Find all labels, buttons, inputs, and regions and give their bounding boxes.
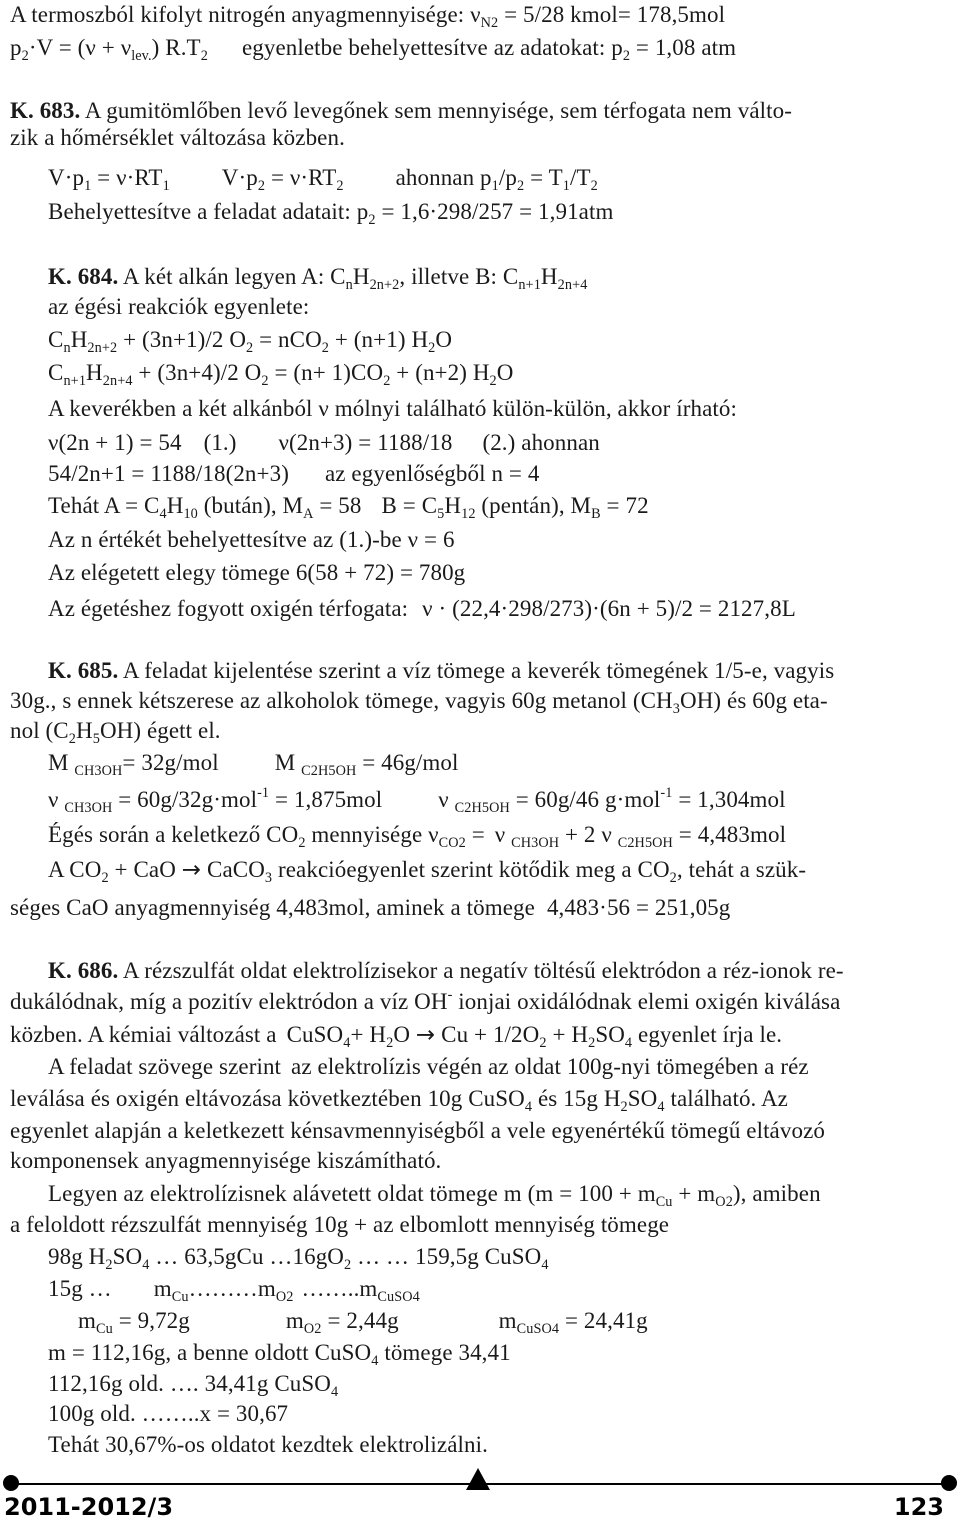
footer-triangle-icon	[466, 1468, 490, 1490]
text-line: Az elégetett elegy tömege 6(58 + 72) = 780g	[48, 560, 466, 585]
text-line: leválása és oxigén eltávozása következtében 10g CuSO$_4$ és 15g $H_2SO_4$ található. Az	[10, 1086, 788, 1115]
text-line: Tehát $A = C_4H_{10}$ (bután), $M_A = 58$ $B = C_5H_{12}$ (pentán), $M_B = 72$	[48, 493, 649, 522]
text-line: $m_{Cu} = 9,72g$ $m_{O2} = 2,44g$ $m_{CuSO4} = 24,41g$	[78, 1308, 648, 1337]
text-line: Legyen az elektrolízisnek alávetett oldat tömege m $(m = 100 + m_{Cu} + m_{O2})$, amiben	[48, 1181, 821, 1210]
text-line: K. 683. A gumitömlőben levő levegőnek sem mennyisége, sem térfogata nem válto-	[10, 98, 792, 123]
text-line: 15g … $m_{Cu}\dots\dots\dots m_{O2}$ $\dots\dots..m_{CuSO4}$	[48, 1276, 420, 1305]
text-line: közben. A kémiai változást a CuSO$_4$+ $H_2O \to Cu + 1/2O_2 + H_2SO_4$ egyenlet írja le.	[10, 1022, 783, 1051]
text-line: A termoszból kifolyt nitrogén anyagmennyisége: $\nu_{N2} = 5/28$ kmol= 178,5mol	[10, 2, 726, 31]
text-line: séges CaO anyagmennyiség 4,483mol, aminek a tömege 4,483·56 = 251,05g	[10, 895, 731, 920]
text-line: $C_nH_{2n+2} + (3n+1)/2$ $O_2 = nCO_2 + (n+1)$ $H_2O$	[48, 327, 453, 356]
text-line: K. 684. A két alkán legyen A: $C_nH_{2n+2}$, illetve B: $C_{n+1}H_{2n+4}$	[48, 264, 588, 293]
text-line: M $_{CH3OH}$= 32g/mol M $_{C2H5OH}$ = 46g/mol	[48, 750, 459, 779]
text-line: $V\cdot p_1 = \nu\cdot RT_1$ $V\cdot p_2 = \nu\cdot RT_2$ ahonnan $p_1/p_2 = T_1/T_2$	[48, 165, 598, 194]
text-line: 54/2n+1 = 1188/18(2n+3) az egyenlőségből n = 4	[48, 461, 540, 486]
text-line: ν(2n + 1) = 54 (1.) ν(2n+3) = 1188/18 (2.) ahonnan	[48, 430, 600, 455]
text-line: Az égetéshez fogyott oxigén térfogata: ν · (22,4·298/273)·(6n + 5)/2 = 2127,8L	[48, 596, 796, 621]
text-line: Az n értékét behelyettesítve az (1.)-be ν = 6	[48, 527, 455, 552]
text-line: zik a hőmérséklet változása közben.	[10, 125, 345, 150]
text-line: komponensek anyagmennyisége kiszámítható.	[10, 1148, 442, 1173]
text-line: A $CO_2$ + CaO → CaCO$_3$ reakcióegyenlet szerint kötődik meg a $CO_2$, tehát a szük-	[48, 857, 807, 886]
text-line: Égés során a keletkező $CO_2$ mennyisége $\nu_{CO2} = \nu$ $_{CH3OH}$ + 2 ν $_{C2H5OH}$ = 4,483mol	[48, 822, 787, 851]
text-line: 30g., s ennek kétszerese az alkoholok tömege, vagyis 60g metanol $(CH_3OH)$ és 60g eta-	[10, 688, 828, 717]
page-number: 123	[893, 1493, 944, 1521]
text-line: Tehát 30,67%-os oldatot kezdtek elektrolizálni.	[48, 1432, 488, 1457]
text-line: m = 112,16g, a benne oldott CuSO$_4$ tömege 34,41	[48, 1340, 511, 1369]
text-line: K. 686. A rézszulfát oldat elektrolízisekor a negatív töltésű elektródon a réz-ionok re-	[48, 958, 844, 983]
text-line: 112,16g old. …. 34,41g CuSO$_4$	[48, 1371, 339, 1400]
text-line: egyenlet alapján a keletkezett kénsavmennyiségből a vele egyenértékű tömegű eltávozó	[10, 1118, 825, 1143]
text-line: a feloldott rézszulfát mennyiség 10g + az elbomlott mennyiség tömege	[10, 1212, 670, 1237]
footer-right-dot	[941, 1475, 957, 1491]
text-line: Behelyettesítve a feladat adatait: $p_2 = 1,6\cdot 298/257 = 1,91atm$	[48, 199, 614, 228]
text-line: ν $_{CH3OH}$ = 60g/32g·mol$^{-1}$ = 1,875mol ν $_{C2H5OH}$ = 60g/46 g·mol$^{-1}$ = 1,304mol	[48, 785, 786, 816]
text-line: nol $(C_2H_5OH)$ égett el.	[10, 718, 221, 747]
text-line: A keverékben a két alkánból ν mólnyi található külön-külön, akkor írható:	[48, 396, 737, 421]
text-line: $p_2\cdot V = (\nu + \nu_{lev.})$ $R.T_2$ egyenletbe behelyettesítve az adatokat: $p_2 = 1,08$ atm	[10, 35, 737, 64]
text-line: K. 685. A feladat kijelentése szerint a víz tömege a keverék tömegének 1/5-e, vagyis	[48, 658, 835, 683]
footer-issue: 2011-2012/3	[4, 1493, 174, 1521]
text-line: dukálódnak, míg a pozitív elektródon a víz OH- ionjai oxidálódnak elemi oxigén kiválása	[10, 987, 841, 1014]
text-line: 100g old. ……..x = 30,67	[48, 1401, 289, 1426]
text-line: A feladat szövege szerint az elektrolízis végén az oldat 100g-nyi tömegében a réz	[48, 1054, 809, 1079]
text-line: 98g $H_2SO_4$ … 63,5gCu $\dots 16gO_2$ … … 159,5g CuSO$_4$	[48, 1244, 549, 1273]
text-line: az égési reakciók egyenlete:	[48, 294, 310, 319]
text-line: $C_{n+1}H_{2n+4} + (3n+4)/2$ $O_2 = (n+ 1)CO_2 + (n+2)$ $H_2O$	[48, 360, 514, 389]
